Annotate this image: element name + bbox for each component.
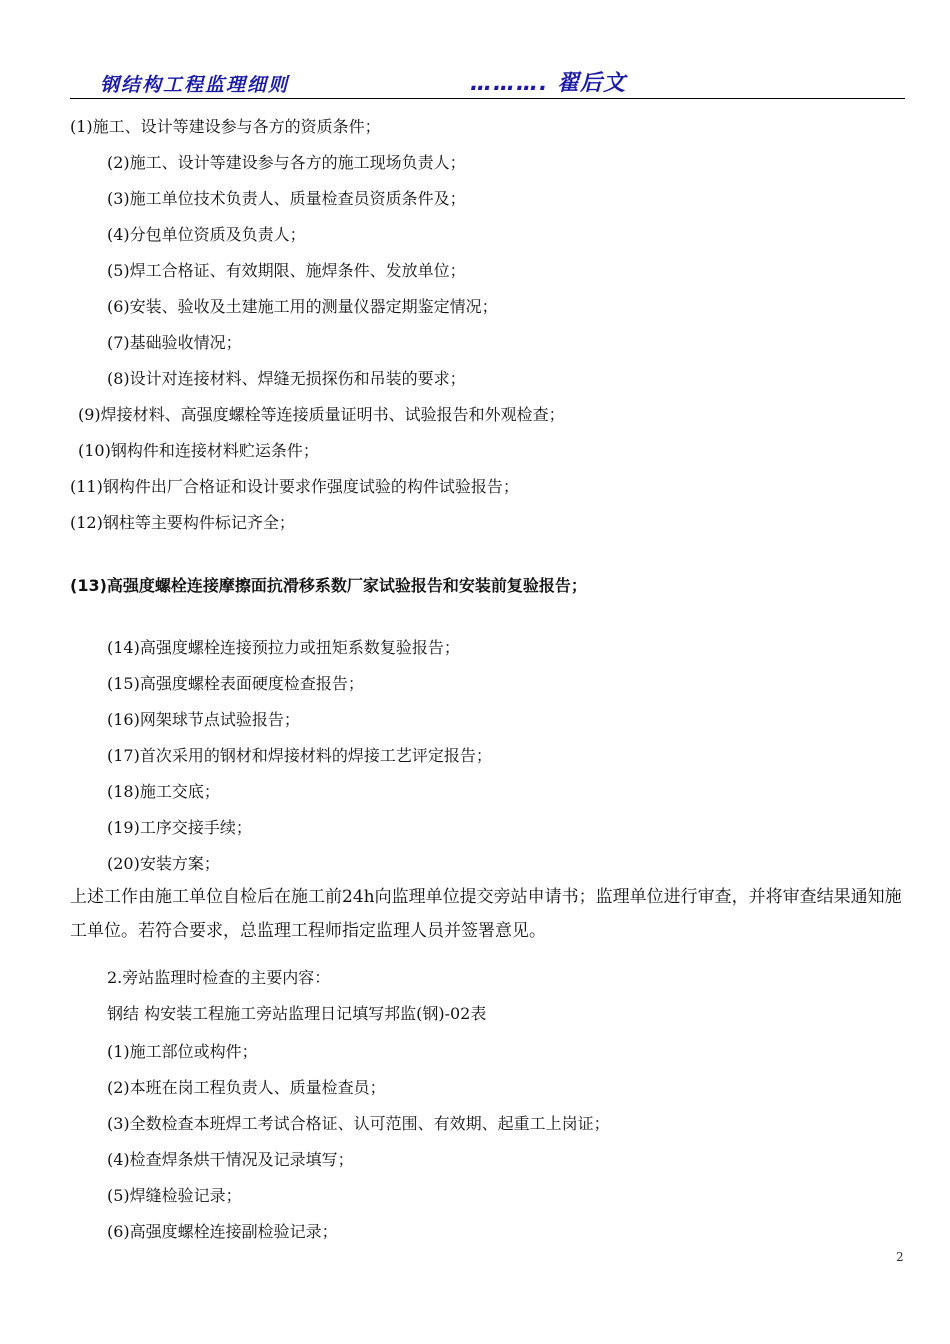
list-item: (5)焊工合格证、有效期限、施焊条件、发放单位； [107,261,466,280]
list-item: (2)本班在岗工程负责人、质量检查员； [107,1078,386,1097]
paragraph: 上述工作由施工单位自检后在施工前24h向监理单位提交旁站申请书；监理单位进行审查，并将审查结果通知施工单位。若符合要求，总监理工程师指定监理人员并签署意见。 [70,887,902,941]
list-item: (3)施工单位技术负责人、质量检查员资质条件及； [107,189,466,208]
list-item: (5)焊缝检验记录； [107,1186,242,1205]
list-item: (2)施工、设计等建设参与各方的施工现场负责人； [107,153,466,172]
list-item: (1)施工、设计等建设参与各方的资质条件； [70,117,381,136]
list-item: (15)高强度螺栓表面硬度检查报告； [107,674,364,693]
list-item: (1)施工部位或构件； [107,1042,258,1061]
list-item: (16)网架球节点试验报告； [107,710,300,729]
form-reference: 钢结 构安装工程施工旁站监理日记填写邦监(钢)-02表 [107,1004,487,1023]
list-item: (10)钢构件和连接材料贮运条件； [78,441,319,460]
list-item: (12)钢柱等主要构件标记齐全； [70,513,295,532]
list-item: (4)检查焊条烘干情况及记录填写； [107,1150,354,1169]
list-item: (18)施工交底； [107,782,220,801]
list-item: (19)工序交接手续； [107,818,252,837]
header-author: ………. 翟后文 [470,71,627,96]
list-item: (6)安装、验收及土建施工用的测量仪器定期鉴定情况； [107,297,498,316]
page-number: 2 [896,1250,904,1264]
list-item: (7)基础验收情况； [107,333,242,352]
list-item: (6)高强度螺栓连接副检验记录； [107,1222,338,1241]
header-title: 钢结构工程监理细则 [100,74,290,96]
page-header [70,64,905,99]
list-item: (9)焊接材料、高强度螺栓等连接质量证明书、试验报告和外观检查； [78,405,565,424]
list-item: (4)分包单位资质及负责人； [107,225,306,244]
list-item: (17)首次采用的钢材和焊接材料的焊接工艺评定报告； [107,746,492,765]
list-item: (8)设计对连接材料、焊缝无损探伤和吊装的要求； [107,369,466,388]
list-item: (14)高强度螺栓连接预拉力或扭矩系数复验报告； [107,638,460,657]
list-item: (20)安装方案； [107,854,220,873]
list-item: (3)全数检查本班焊工考试合格证、认可范围、有效期、起重工上岗证； [107,1114,610,1133]
section-heading: 2.旁站监理时检查的主要内容： [107,968,331,987]
list-item: (11)钢构件出厂合格证和设计要求作强度试验的构件试验报告； [70,477,519,496]
list-item-emphasis: (13)高强度螺栓连接摩擦面抗滑移系数厂家试验报告和安装前复验报告； [70,576,587,595]
